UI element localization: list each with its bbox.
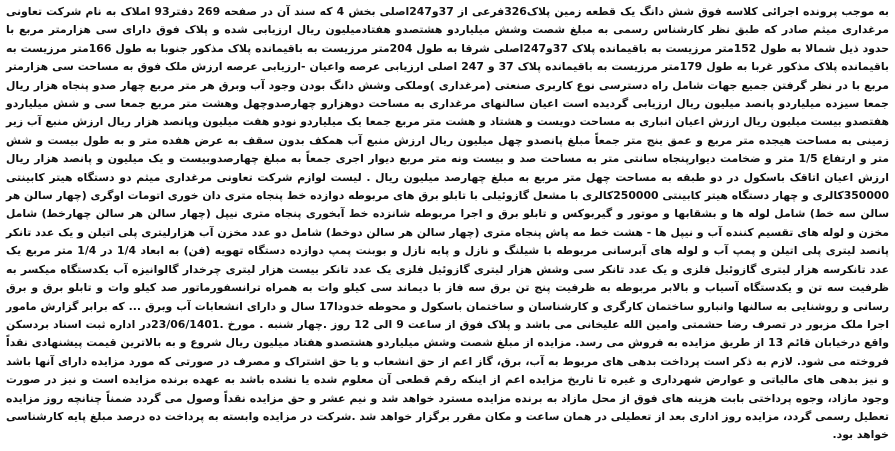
auction-notice-text: به موجب پرونده اجرائی کلاسه فوق شش دانگ یک قطعه زمین پلاک326فرعی از 37و247اصلی بخش 4 که سند آن در صفحه 269 دفتر93 املاک به نام شرکت تعاونی مرغداری میثم صادر که طبق نظر کارشناس رسمی به مبلغ شصت وشش میلیاردو هشتصدو هفتادمیلیون ریال ارزیابی شده و پلاک فوق دارای سی هزارمتر مربع با حدود ذیل شمالا به طول 152متر مرزیست به باقیمانده پلاک 37و247اصلی شرقا به طول 204متر مرزیست به باقیمانده پلاک مذکور جنوبا به طول 166متر مرزیست به باقیمانده پلاک مذکور غربا به طول 179متر مرزیست به باقیمانده پلاک 37 و 247 اصلی ارزیابی عرصه واعیان -ارزیابی عرصه ارزش ملک فوق به مساحت سی هزارمتر مربع با در نظر گرفتن جمیع جهات شامل راه دسترسی نوع کاربری صنعتی (مرغداری )وملکی وشش دانگ بودن وجود آب وبرق هر متر مربع چهار صدو پنجاه هزار ریال جمعا سیزده میلیاردو پانصد میلیون ریال ارزیابی گردیده است اعیان سالنهای مرغداری به مساحت دوهزارو چهارصدوچهل وهشت متر مربع جمعا سی و شش میلیاردو هفتصدو بیست میلیون ریال ارزش اعیان انباری به مساحت دویست و هشتاد و هشت متر مربع جمعا یک میلیاردو نودو هفت میلیون وپانصد هزار ریال ارزش منبع آب زیر زمینی به مساحت هیجده متر مربع و عمق ینج متر جمعاً مبلغ پانصدو چهل میلیون ریال ارزش منبع آب همکف بدون سقف به عرض هفده متر و به طول بیست و شش متر و ارتفاع 1/5 متر و ضخامت دیوارپنجاه سانتی متر به مساحت صد و بیست ونه متر مربع دیوار اجری جمعاً به مبلغ چهارصدوبیست و یک میلیون و پانصد هزار ریال ارزش اعیان اتاقک باسکول در دو طبقه به مساحت چهل متر مربع به مبلغ چهارصد میلیون ریال . لیست لوازم شرکت تعاونی مرغداری میثم دو دستگاه هیتر کابینتی 350000کالری و چهار دستگاه هیتر کابینتی 250000کالری با مشعل گازوئیلی با تابلو برق های مربوطه دوازده خط پنجاه متری دان خوری اتومات اوگری (چهار سالن هر سالن سه خط) شامل لوله ها و بشقابها و موتور و گیربوکس و تابلو برق و اجرا مربوطه شانزده خط آبخوری پنجاه متری نیپل (چهار سالن هر سالن چهارخط) شامل مخزن و لوله های تقسیم کننده آب و نیپل ها - هشت خط مه پاش پنجاه متری (چهار سالن هر سالن دوخط) شامل دو عدد مخزن آب هزارلیتری پلی اتیلن و یک عدد تانکر پانصد لیتری پلی اتیلن و پمپ آب و لوله های آبرسانی مربوطه با شیلنگ و نازل و پایه نازل و بوبنت پمپ دوازده دستگاه تهویه (فن) به ابعاد 1/4 در 1/4 متر مربع یک عدد تانکرسه هزار لیتری گازوئیل فلزی و یک عدد تانکر سی وشش هزار لیتری گازوئیل فلزی یک عدد تانکر بیست هزار لیتری چرخدار گالوانیزه آب یکدستگاه میکسر به ظرفیت سه تن و یکدستگاه آسیاب و بالابر مربوطه به ظرفیت پنج تن برق سه فاز با دیماند سی کیلو وات به همراه ترانسفورماتور صد کیلو وات و تابلو برق و برق رسانی و روشنایی به سالنها وانبارو ساختمان کارگری و کارشناسان و ساختمان باسکول و محوطه خدودا17 سال و دارای انشعابات آب وبرق ... که برابر گزارش مامور اجرا ملک مزبور در تصرف رضا حشمتی وامین الله علیخانی می باشد و پلاک فوق از ساعت 9 الی 12 روز .چهار شنبه . مورخ .23/06/1401در اداره ثبت اسناد بردسکن واقع درخیابان قائم 13 از طریق مزایده به فروش می رسد. مزایده از مبلغ شصت وشش میلیاردو هشتصدو هفتاد میلیون ریال شروع و به بالاترین قیمت پیشنهادی نقداً فروخته می شود. لازم به ذکر است پرداخت بدهی های مربوط به آب، برق، گاز اعم از حق انشعاب و یا حق اشتراک و مصرف در صورتی که مورد مزایده دارای آنها باشد و نیز بدهی های مالیاتی و عوارض شهرداری و غیره تا تاریخ مزایده اعم از اینکه رقم قطعی آن معلوم شده یا نشده باشد به عهده برنده مزایده است و نیز در صورت وجود مازاد، وجوه پرداختی بابت هزینه های فوق از محل مازاد به برنده مزایده مسترد خواهد شد و نیم عشر و حق مزایده نقداً وصول می گردد ضمناً چنانچه روز مزایده تعطیل رسمی گردد، مزایده روز اداری بعد از تعطیلی در همان ساعت و مکان مقرر برگزار خواهد شد .شرکت در مزایده وابسته به پرداخت ده درصد مبلغ پایه کارشناسی خواهد بود. [6,5,890,442]
